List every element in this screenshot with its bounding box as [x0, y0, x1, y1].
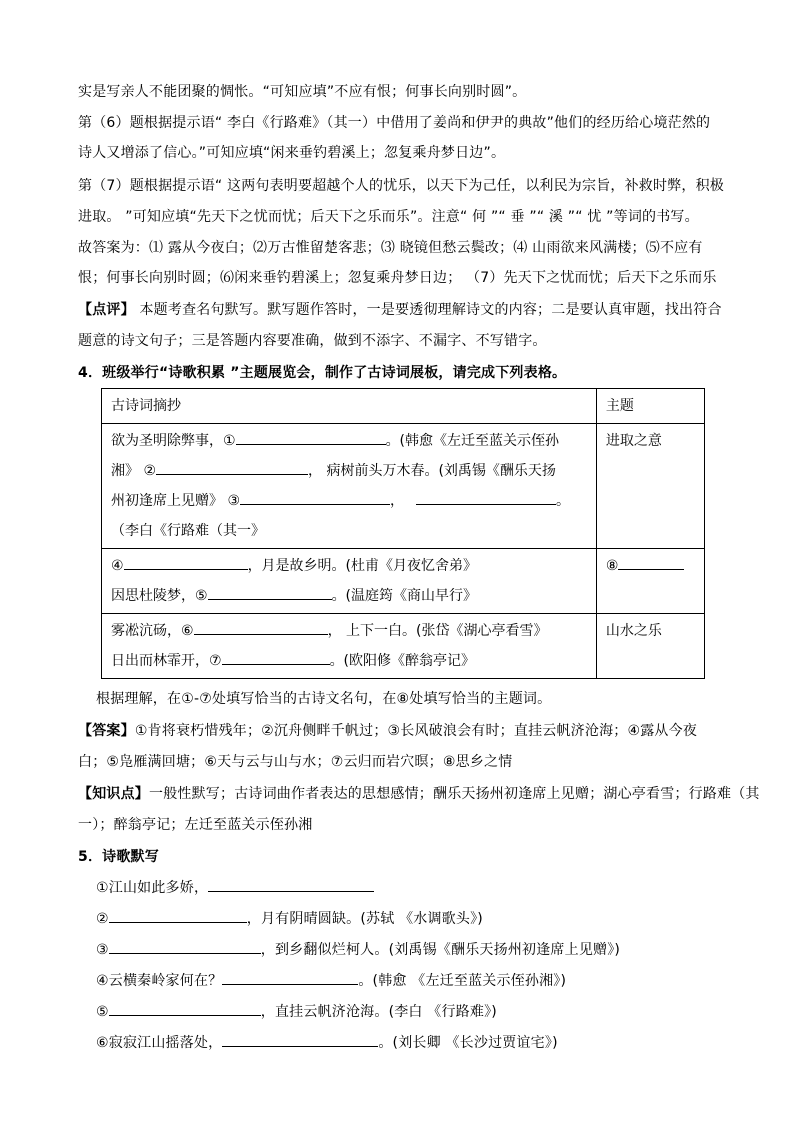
answer-line: 恨；何事长向别时圆；⑹闲来垂钓碧溪上；忽复乘舟梦日边； （7）先天下之忧而忧；后天下之乐而乐	[78, 270, 717, 286]
question-5-title: 5．诗歌默写	[78, 849, 159, 865]
excerpt-text: 。(欧阳修《醉翁亭记》	[329, 653, 476, 669]
question-4-title: 4．班级举行“诗歌积累 ”主题展览会，制作了古诗词展板，请完成下列表格。	[78, 365, 567, 381]
item-text: ①江山如此多娇，	[96, 880, 209, 896]
knowledge-line: 一）；醉翁亭记；左迁至蓝关示侄孙湘	[78, 817, 313, 833]
analysis-line: 进取。 ”可知应填“先天下之忧而忧；后天下之乐而乐”。注意“ 何 ”“ 垂 ”“ 溪 ”“ 忧 ”等词的书写。	[78, 209, 699, 225]
blank-1[interactable]	[236, 430, 386, 445]
poem-table	[101, 388, 705, 679]
excerpt-text: 日出而林霏开，⑦	[111, 653, 222, 669]
blank-7[interactable]	[222, 650, 330, 665]
item-text: ，到乡翻似烂柯人。(刘禹锡《酬乐天扬州初逢席上见赠》)	[260, 942, 621, 958]
excerpt-text: ，月是故乡明。(杜甫《月夜忆舍弟》	[247, 558, 478, 574]
excerpt-text: 欲为圣明除弊事，①	[111, 433, 236, 449]
item-text: ②	[96, 911, 109, 927]
excerpt-cell	[102, 549, 597, 614]
analysis-line: 诗人又增添了信心。”可知应填“闲来垂钓碧溪上；忽复乘舟梦日边”。	[78, 145, 506, 161]
answer-label: 【答案】	[78, 723, 135, 739]
list-item	[96, 1001, 497, 1022]
theme-cell: 进取之意	[596, 424, 704, 549]
excerpt-text: ， 病树前头万木春。(刘禹锡《酬乐天扬	[308, 463, 556, 479]
item-text: ④云横秦岭家何在？	[96, 973, 223, 989]
excerpt-cell	[102, 614, 597, 679]
theme-cell	[596, 549, 704, 614]
excerpt-text: ， 上下一白。(张岱《湖心亭看雪》	[327, 623, 548, 639]
blank-8[interactable]	[618, 555, 684, 570]
excerpt-text: ④	[111, 558, 124, 574]
table-row	[102, 614, 705, 679]
comment-line: 题意的诗文句子；三是答题内容要准确，做到不添字、不漏字、不写错字。	[78, 333, 547, 349]
comment-label: 【点评】	[78, 302, 135, 318]
item-text: ，月有阴晴圆缺。(苏轼 《水调歌头》)	[246, 911, 483, 927]
excerpt-text: 州初逢席上见赠》 ③	[111, 493, 241, 509]
answer-line: 白；⑤凫雁满回塘；⑥天与云与山与水；⑦云归而岩穴暝；⑧思乡之情	[78, 754, 513, 770]
blank-2[interactable]	[156, 460, 308, 475]
blank-q5-1[interactable]	[208, 877, 374, 892]
excerpt-text: 因思杜陵梦，⑤	[111, 588, 208, 604]
excerpt-cell	[102, 424, 597, 549]
blank-5[interactable]	[208, 585, 332, 600]
excerpt-text: ⑧	[605, 558, 619, 574]
blank-3b[interactable]	[416, 490, 556, 505]
answer-text: ①肯将衰朽惜残年；②沉舟侧畔千帆过；③长风破浪会有时；直挂云帆济沧海；④露从今夜	[134, 723, 698, 739]
analysis-line: 第（7）题根据提示语“ 这两句表明要超越个人的忧乐，以天下为己任，以利民为宗旨，补救时弊，积极	[78, 178, 725, 194]
excerpt-text: ，	[390, 493, 405, 509]
blank-q5-5[interactable]	[109, 1001, 261, 1016]
blank-3a[interactable]	[240, 490, 390, 505]
theme-cell: 山水之乐	[596, 614, 704, 679]
comment-text: 本题考查名句默写。默写题作答时，一是要透彻理解诗文的内容；二是要认真审题，找出符合	[134, 302, 722, 318]
knowledge-label: 【知识点】	[78, 786, 149, 802]
analysis-line: 实是写亲人不能团聚的惆怅。“可知应填”不应有恨；何事长向别时圆”。	[78, 84, 527, 100]
table-row	[102, 424, 705, 549]
table-header-row	[102, 389, 705, 424]
list-item	[96, 877, 374, 898]
blank-q5-4[interactable]	[222, 970, 358, 985]
excerpt-text: 。(韩愈《左迁至蓝关示侄孙	[385, 433, 560, 449]
item-text: ⑤	[96, 1004, 109, 1020]
header-cell-excerpt: 古诗词摘抄	[102, 389, 597, 424]
header-cell-theme: 主题	[596, 389, 704, 424]
excerpt-text: 湘》 ②	[111, 463, 157, 479]
item-text: ⑥寂寂江山摇落处，	[96, 1035, 223, 1051]
answer-line	[78, 721, 697, 741]
item-text: 。(韩愈 《左迁至蓝关示侄孙湘》)	[358, 973, 567, 989]
analysis-line: 第（6）题根据提示语“ 李白《行路难》（其一）中借用了姜尚和伊尹的典故”他们的经历给心境茫然的	[78, 115, 711, 131]
excerpt-text: 。	[556, 493, 571, 509]
excerpt-text: 。(温庭筠《商山早行》	[331, 588, 478, 604]
knowledge-text: 一般性默写；古诗词曲作者表达的思想感情；酬乐天扬州初逢席上见赠；湖心亭看雪；行路难（其	[149, 786, 760, 802]
excerpt-text: （李白《行路难（其一》	[111, 523, 265, 539]
list-item	[96, 1032, 558, 1053]
item-text: ，直挂云帆济沧海。(李白 《行路难》)	[260, 1004, 497, 1020]
blank-q5-2[interactable]	[109, 908, 247, 923]
knowledge-line	[78, 784, 760, 804]
excerpt-text: 雾凇沆砀，⑥	[111, 623, 194, 639]
item-text: ③	[96, 942, 109, 958]
list-item	[96, 970, 566, 991]
question-4-instruction: 根据理解，在①-⑦处填写恰当的古诗文名句，在⑧处填写恰当的主题词。	[96, 691, 552, 707]
table-row	[102, 549, 705, 614]
list-item	[96, 908, 483, 929]
comment-line	[78, 300, 722, 320]
list-item	[96, 939, 620, 960]
item-text: 。(刘长卿 《长沙过贾谊宅》)	[378, 1035, 558, 1051]
blank-q5-6[interactable]	[222, 1032, 378, 1047]
answer-line: 故答案为：⑴ 露从今夜白；⑵万古惟留楚客悲；⑶ 晓镜但愁云鬓改；⑷ 山雨欲来风满楼；⑸不应有	[78, 240, 703, 256]
blank-q5-3[interactable]	[109, 939, 261, 954]
blank-4[interactable]	[124, 555, 248, 570]
blank-6[interactable]	[194, 620, 328, 635]
